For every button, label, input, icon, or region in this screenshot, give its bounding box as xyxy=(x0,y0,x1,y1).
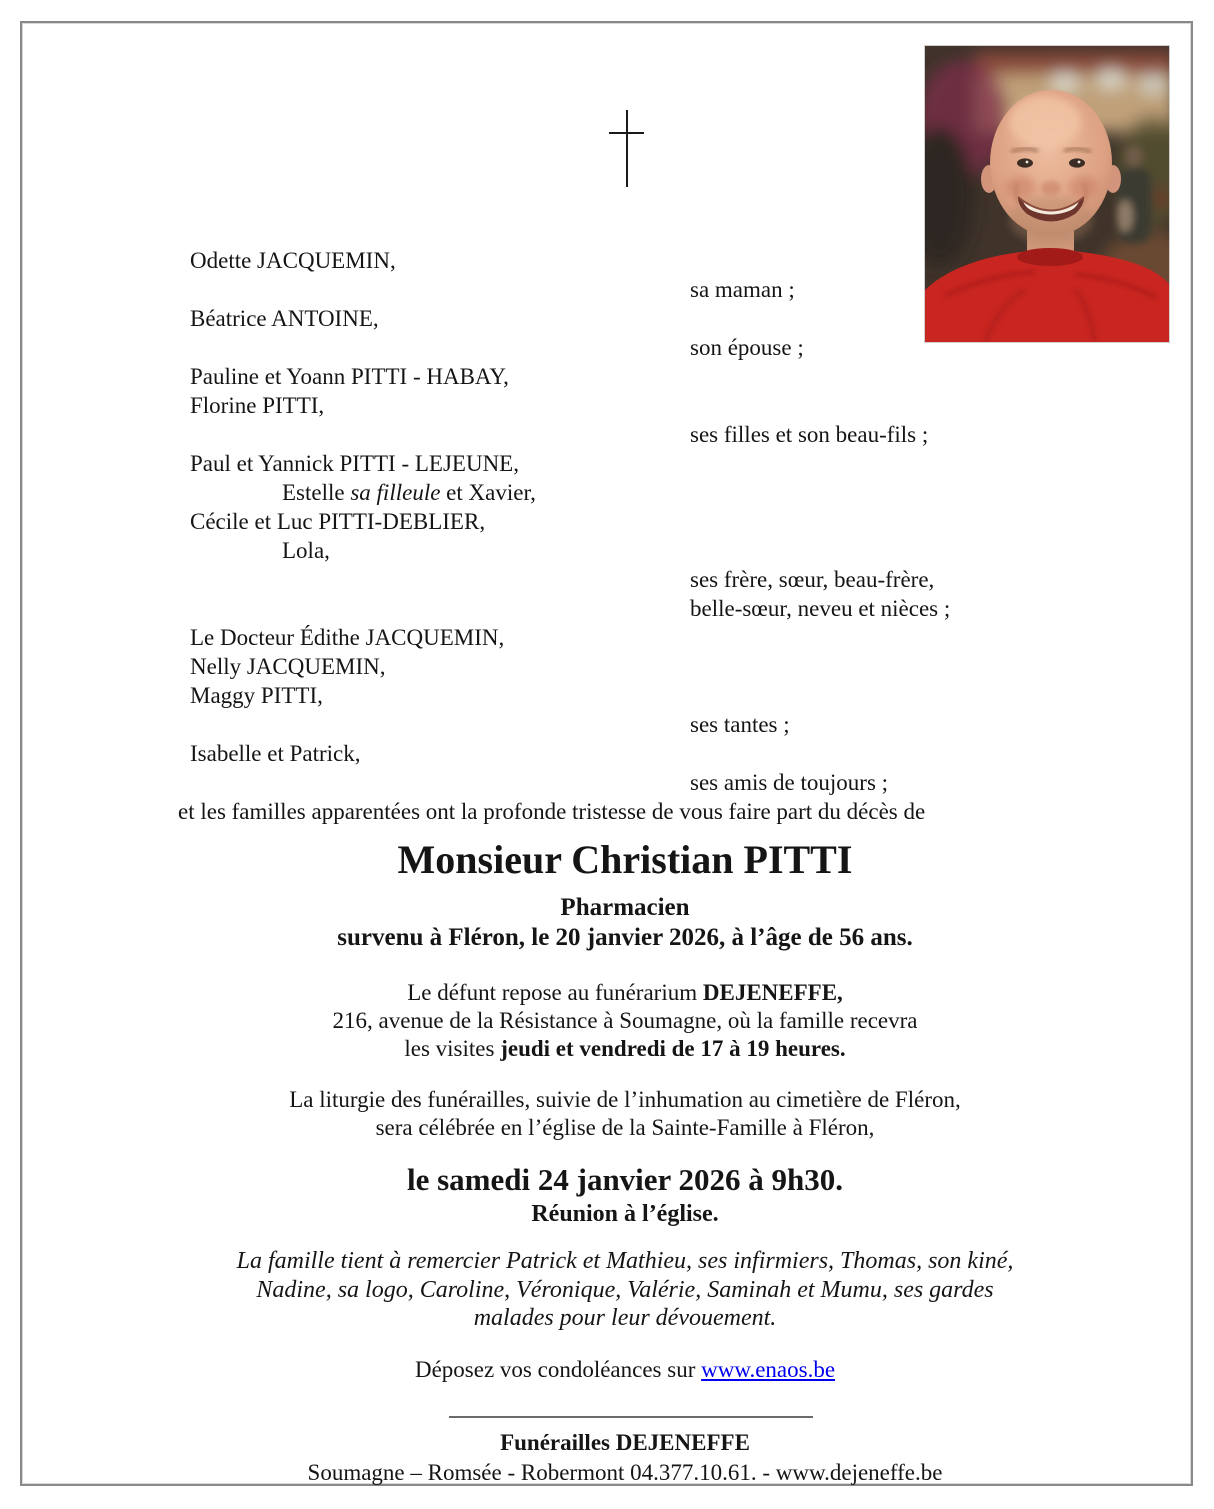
repose-line-3-text: les visites xyxy=(404,1036,501,1061)
family-list xyxy=(178,246,1090,826)
family-line: Le Docteur Édithe JACQUEMIN, xyxy=(190,625,505,650)
family-line: Florine PITTI, xyxy=(190,393,325,418)
family-line: ses tantes ; xyxy=(690,712,790,737)
footer-company: Funérailles DEJENEFFE xyxy=(500,1430,750,1455)
condolences-link[interactable]: www.enaos.be xyxy=(701,1357,836,1382)
condolences-line xyxy=(36,1356,1214,1384)
family-line: Nelly JACQUEMIN, xyxy=(190,654,386,679)
family-line: ses frère, sœur, beau-frère, xyxy=(690,567,935,592)
footer-address: Soumagne – Romsée - Robermont 04.377.10.61. - www.dejeneffe.be xyxy=(307,1460,943,1485)
family-line: Isabelle et Patrick, xyxy=(190,741,361,766)
family-line: son épouse ; xyxy=(690,335,804,360)
thanks-line-3: malades pour leur dévouement. xyxy=(473,1305,777,1331)
death-details: survenu à Fléron, le 20 janvier 2026, à l’âge de 56 ans. xyxy=(337,924,913,951)
family-line: Pauline et Yoann PITTI - HABAY, xyxy=(190,364,509,389)
family-line: Béatrice ANTOINE, xyxy=(190,306,379,331)
family-line: Cécile et Luc PITTI-DEBLIER, xyxy=(190,509,486,534)
family-line: ses filles et son beau-fils ; xyxy=(690,422,929,447)
family-line: Lola, xyxy=(282,538,330,563)
family-line: sa maman ; xyxy=(690,277,795,302)
repose-line-1-text: Le défunt repose au funérarium xyxy=(407,980,703,1005)
condolences-text: Déposez vos condoléances sur xyxy=(414,1357,702,1382)
visit-hours: jeudi et vendredi de 17 à 19 heures. xyxy=(500,1036,846,1061)
footer-divider xyxy=(449,1416,813,1418)
family-line: Estelle sa filleule et Xavier, xyxy=(282,480,536,505)
repose-line-3 xyxy=(36,1035,1214,1063)
ceremony-date: le samedi 24 janvier 2026 à 9h30. xyxy=(407,1162,843,1197)
ceremony-meeting: Réunion à l’église. xyxy=(531,1201,719,1227)
family-line: belle-sœur, neveu et nièces ; xyxy=(690,596,951,621)
thanks-line-1: La famille tient à remercier Patrick et Mathieu, ses infirmiers, Thomas, son kiné, xyxy=(236,1248,1014,1274)
deceased-name: Monsieur Christian PITTI xyxy=(397,837,853,882)
family-line: et les familles apparentées ont la profonde tristesse de vous faire part du décès de xyxy=(178,799,926,824)
thanks-line-2: Nadine, sa logo, Caroline, Véronique, Valérie, Saminah et Mumu, ses gardes xyxy=(256,1277,994,1303)
cross-icon xyxy=(609,132,644,134)
family-line: ses amis de toujours ; xyxy=(690,770,889,795)
cross-icon xyxy=(626,110,628,187)
family-line: Maggy PITTI, xyxy=(190,683,323,708)
repose-line-2: 216, avenue de la Résistance à Soumagne, où la famille recevra xyxy=(332,1008,918,1033)
repose-line-1 xyxy=(36,979,1214,1007)
funeral-home-name: DEJENEFFE, xyxy=(702,980,843,1005)
family-line: Paul et Yannick PITTI - LEJEUNE, xyxy=(190,451,519,476)
deceased-profession: Pharmacien xyxy=(560,894,690,921)
ceremony-line-1: La liturgie des funérailles, suivie de l’inhumation au cimetière de Fléron, xyxy=(289,1087,961,1112)
family-line: Odette JACQUEMIN, xyxy=(190,248,396,273)
ceremony-line-2: sera célébrée en l’église de la Sainte-Famille à Fléron, xyxy=(375,1115,875,1140)
